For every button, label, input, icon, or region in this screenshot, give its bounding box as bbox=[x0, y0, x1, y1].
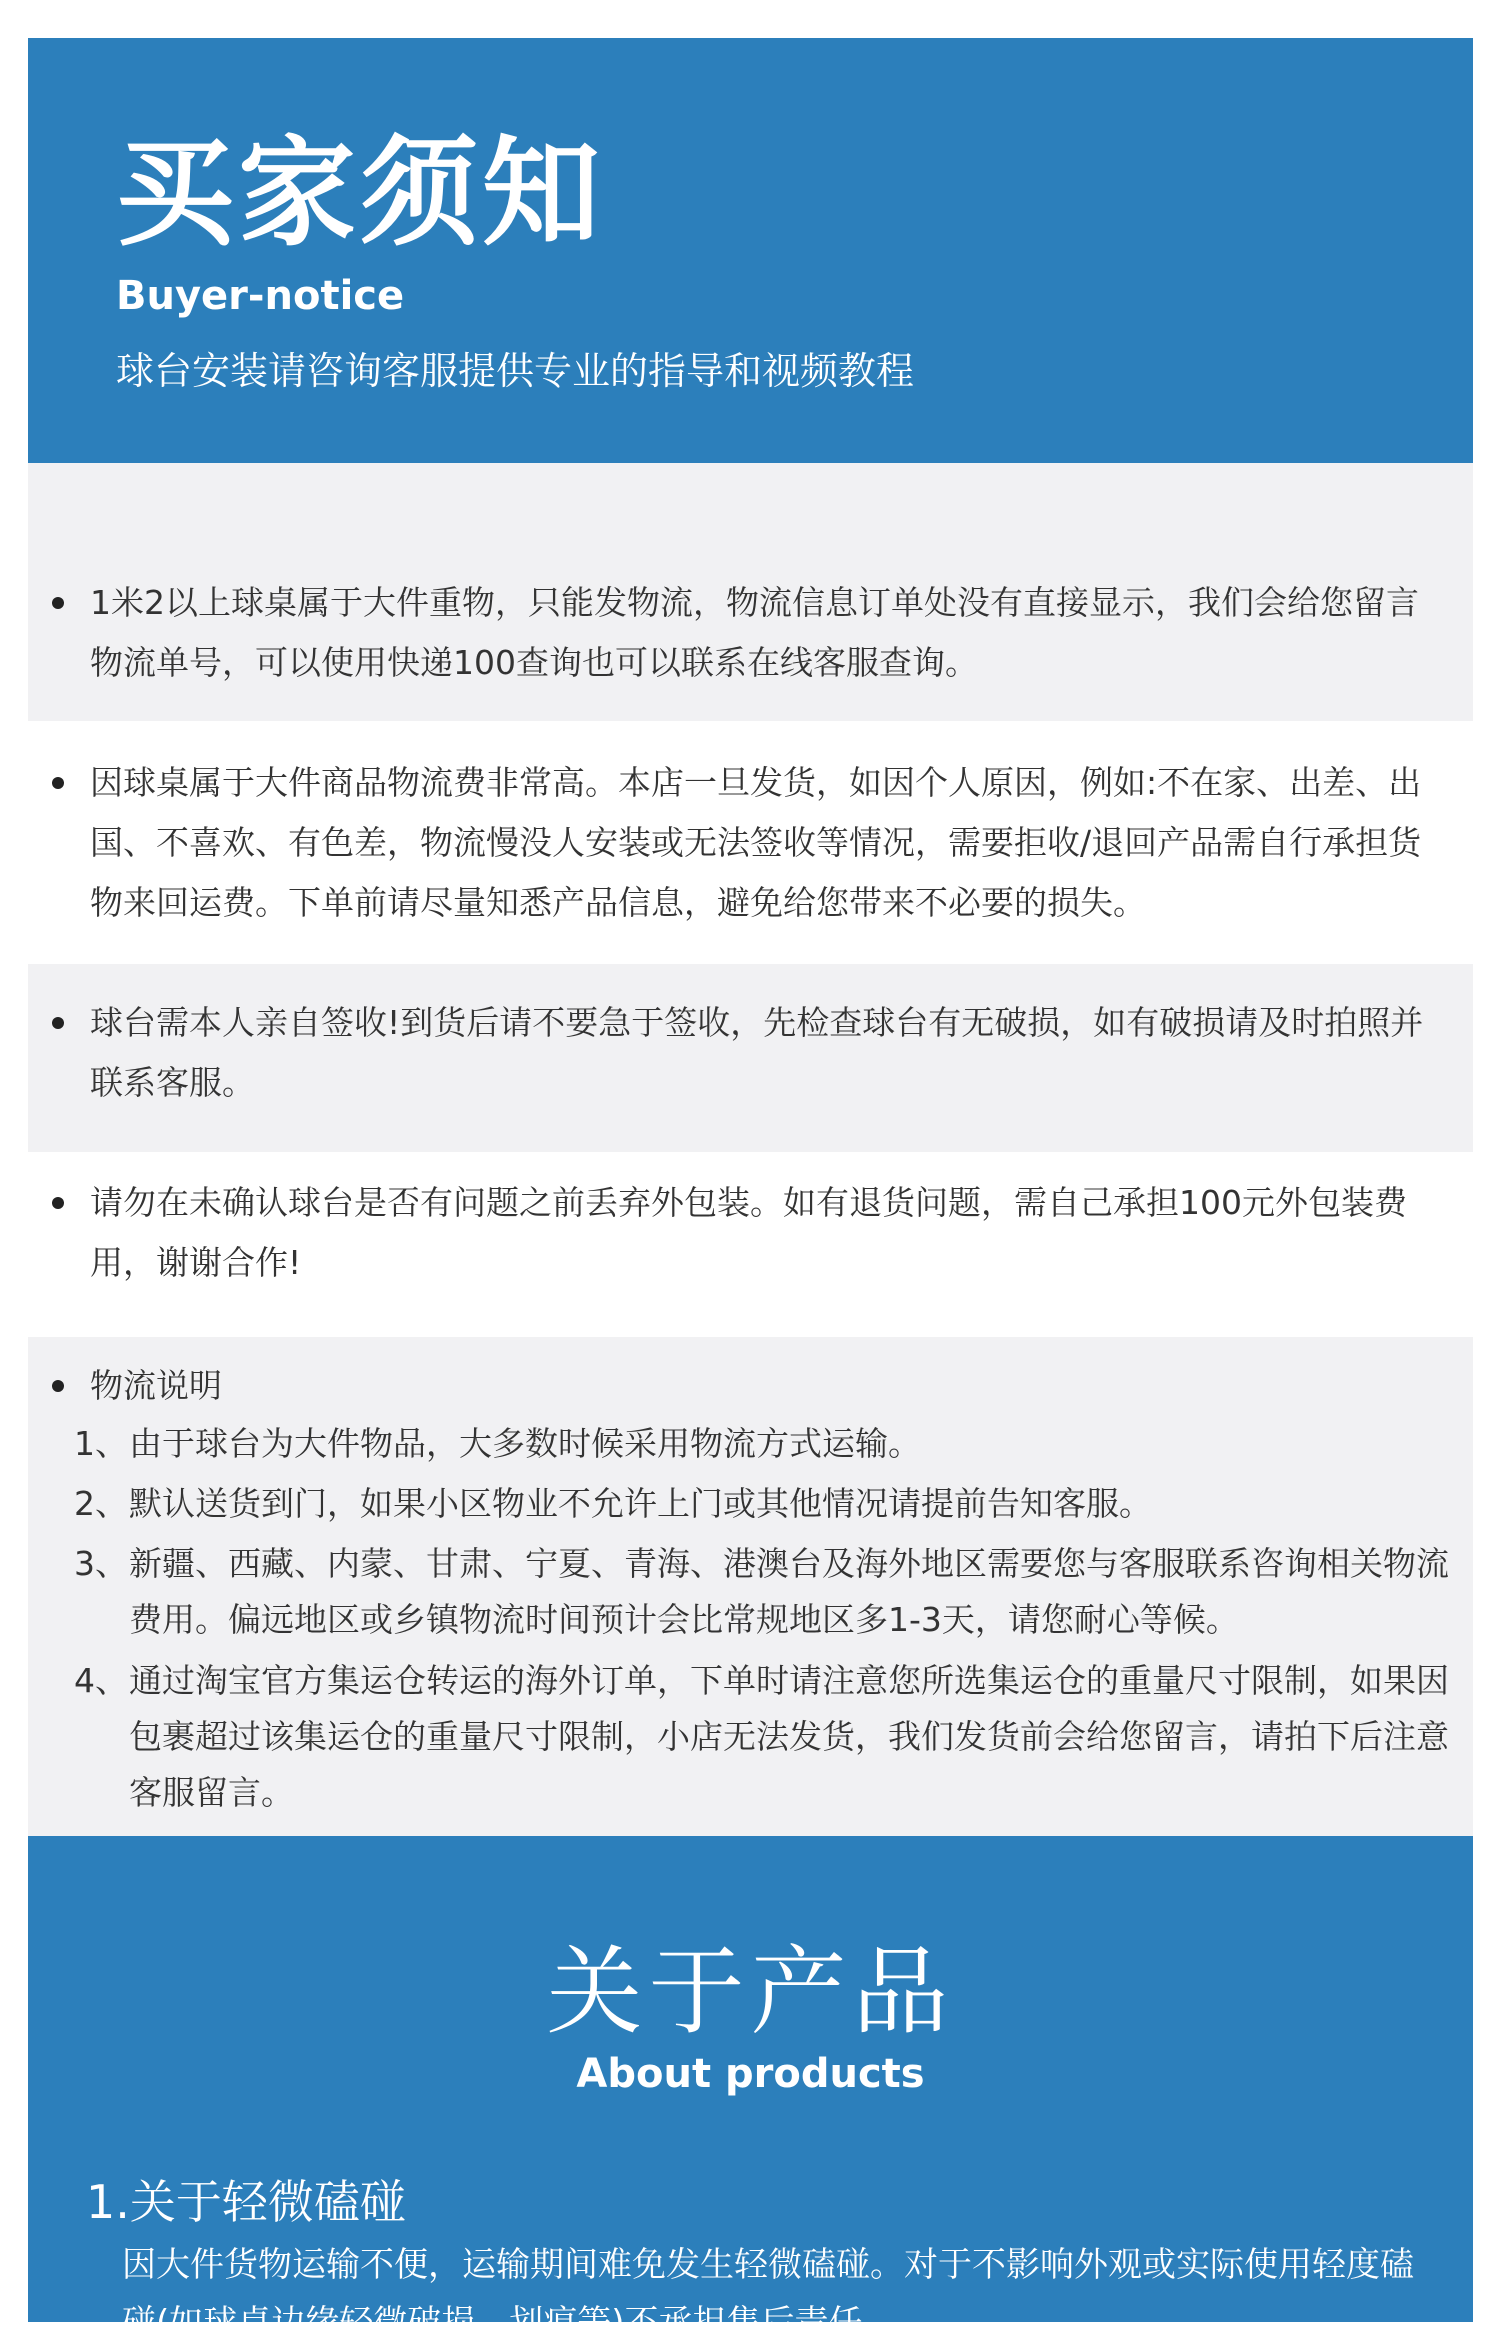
logistics-item bbox=[74, 1653, 1454, 1821]
notice-item bbox=[46, 753, 1446, 933]
item-number: 4、 bbox=[74, 1661, 128, 1700]
subsection-body: 因大件货物运输不便，运输期间难免发生轻微磕碰。对于不影响外观或实际使用轻度磕碰(如球桌边缘轻微破损、划痕等)不承担售后责任。 bbox=[122, 2245, 1414, 2343]
notice-item bbox=[46, 993, 1446, 1113]
item-number: 1、 bbox=[74, 1424, 128, 1463]
header-description: 球台安装请咨询客服提供专业的指导和视频教程 bbox=[116, 349, 915, 393]
item-number: 3、 bbox=[74, 1544, 128, 1583]
item-text: 由于球台为大件物品，大多数时候采用物流方式运输。 bbox=[129, 1424, 921, 1463]
bullet-icon bbox=[52, 597, 64, 609]
logistics-heading-text: 物流说明 bbox=[90, 1366, 222, 1405]
bullet-icon bbox=[52, 1380, 64, 1392]
item-text: 新疆、西藏、内蒙、甘肃、宁夏、青海、港澳台及海外地区需要您与客服联系咨询相关物流费用。偏远地区或乡镇物流时间预计会比常规地区多1-3天，请您耐心等候。 bbox=[129, 1544, 1449, 1639]
page-subtitle: Buyer-notice bbox=[116, 273, 405, 319]
logistics-item bbox=[74, 1416, 1454, 1472]
notice-item bbox=[46, 1173, 1446, 1293]
buyer-notice-header bbox=[28, 38, 1473, 463]
logistics-item bbox=[74, 1536, 1454, 1648]
logistics-item bbox=[74, 1476, 1454, 1532]
about-products-section bbox=[28, 1836, 1473, 2343]
bullet-icon bbox=[52, 1197, 64, 1209]
section-title: 关于产品 bbox=[546, 1936, 955, 2048]
bullet-icon bbox=[52, 1017, 64, 1029]
bullet-icon bbox=[52, 777, 64, 789]
notice-text: 1米2以上球桌属于大件重物，只能发物流，物流信息订单处没有直接显示，我们会给您留言物流单号，可以使用快递100查询也可以联系在线客服查询。 bbox=[90, 583, 1419, 682]
page-title: 买家须知 bbox=[116, 124, 605, 262]
item-text: 通过淘宝官方集运仓转运的海外订单，下单时请注意您所选集运仓的重量尺寸限制，如果因包裹超过该集运仓的重量尺寸限制，小店无法发货，我们发货前会给您留言，请拍下后注意客服留言。 bbox=[129, 1661, 1449, 1812]
notice-text: 因球桌属于大件商品物流费非常高。本店一旦发货，如因个人原因，例如:不在家、出差、出国、不喜欢、有色差，物流慢没人安装或无法签收等情况，需要拒收/退回产品需自行承担货物来回运费。下单前请尽量知悉产品信息，避免给您带来不必要的损失。 bbox=[90, 763, 1422, 922]
notice-page bbox=[28, 38, 1473, 2343]
subsection-heading: 1.关于轻微磕碰 bbox=[86, 2175, 406, 2229]
item-text: 默认送货到门，如果小区物业不允许上门或其他情况请提前告知客服。 bbox=[129, 1484, 1152, 1523]
item-number: 2、 bbox=[74, 1484, 128, 1523]
notice-text: 请勿在未确认球台是否有问题之前丢弃外包装。如有退货问题，需自己承担100元外包装费用，谢谢合作! bbox=[90, 1183, 1407, 1282]
notice-text: 球台需本人亲自签收!到货后请不要急于签收，先检查球台有无破损，如有破损请及时拍照并联系客服。 bbox=[90, 1003, 1424, 1102]
logistics-heading bbox=[46, 1356, 1446, 1416]
notice-item bbox=[46, 573, 1446, 693]
section-subtitle: About products bbox=[576, 2051, 925, 2097]
